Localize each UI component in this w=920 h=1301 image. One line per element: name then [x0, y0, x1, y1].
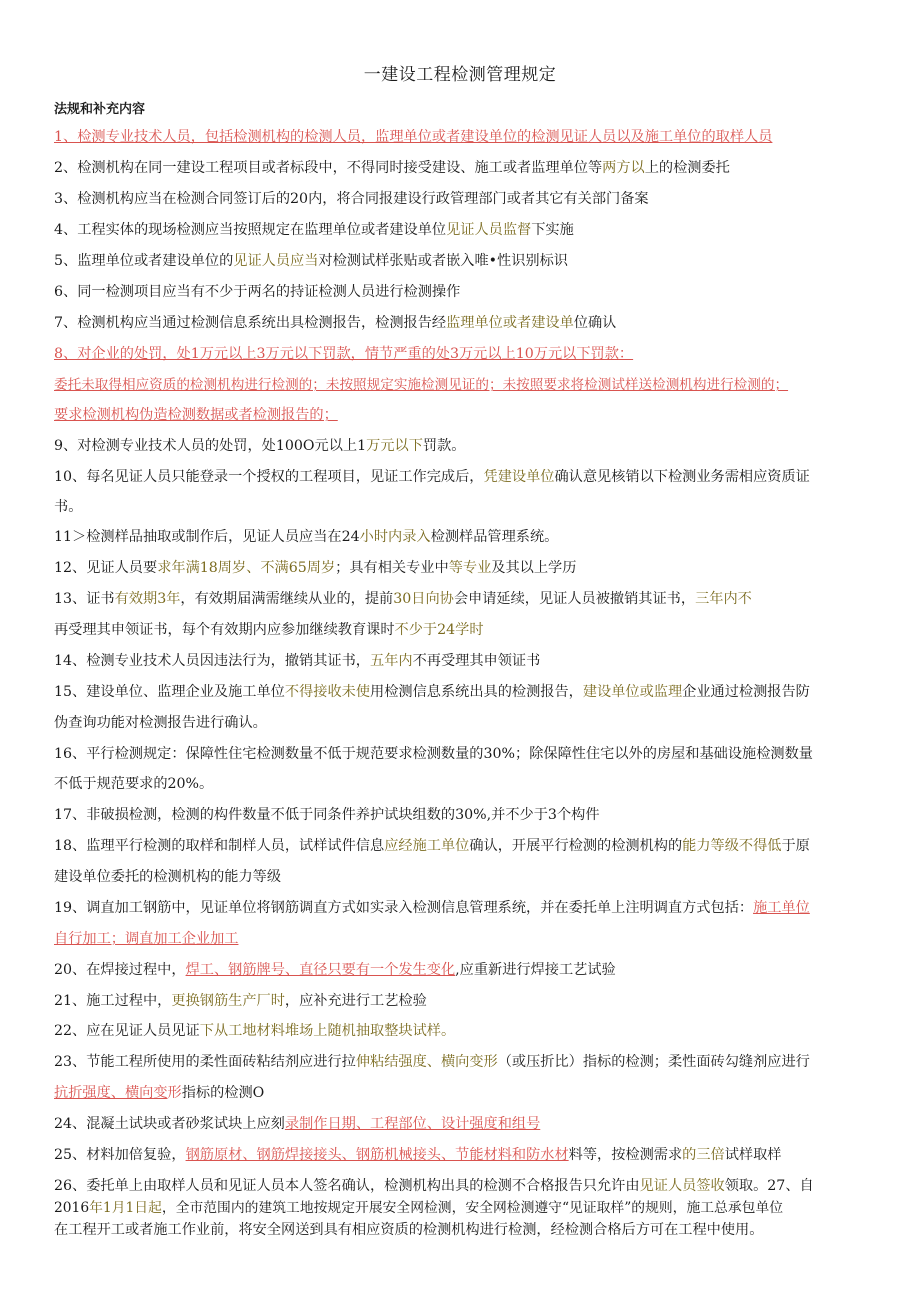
item-23-line-2: 抗折强度、横向变形指标的检测O: [54, 1085, 265, 1101]
item-8-line-2: 委托未取得相应资质的检测机构进行检测的；未按照规定实施检测见证的；未按照要求将检测试样送检测机构进行检测的；: [54, 377, 789, 393]
item-26-line-3: 在工程开工或者施工作业前，将安全网送到具有相应资质的检测机构进行检测，经检测合格后方可在工程中使用。: [54, 1222, 764, 1238]
item-26-line-2: 2016年1月1日起，全市范围内的建筑工地按规定开展安全网检测，安全网检测遵守“见证取样”的规则，施工总承包单位: [54, 1200, 784, 1216]
item-13-line-1: 13、证书有效期3年，有效期届满需继续从业的，提前30日向协会申请延续，见证人员被撤销其证书，三年内不: [54, 591, 752, 607]
item-8-line-3: 要求检测机构伪造检测数据或者检测报告的；: [54, 407, 338, 423]
item-25: 25、材料加倍复验，钢筋原材、钢筋焊接接头、钢筋机械接头、节能材料和防水材料等，按检测需求的三倍试样取样: [54, 1147, 782, 1163]
item-19-line-1: 19、调直加工钢筋中，见证单位将钢筋调直方式如实录入检测信息管理系统，并在委托单上注明调直方式包括：施工单位: [54, 900, 810, 916]
item-21: 21、施工过程中，更换钢筋生产厂时，应补充进行工艺检验: [54, 993, 427, 1009]
item-19-line-2: 自行加工；调直加工企业加工: [54, 931, 239, 947]
item-8-line-1: 8、对企业的处罚，处1万元以上3万元以下罚款，情节严重的处3万元以上10万元以下罚款：: [54, 346, 634, 362]
item-24: 24、混凝土试块或者砂浆试块上应刻录制作日期、工程部位、设计强度和组号: [54, 1116, 541, 1132]
item-5: 5、监理单位或者建设单位的见证人员应当对检测试样张贴或者嵌入唯•性识别标识: [54, 253, 568, 269]
item-16-line-2: 不低于规范要求的20%。: [54, 776, 214, 792]
item-16-line-1: 16、平行检测规定：保障性住宅检测数量不低于规范要求检测数量的30%；除保障性住宅以外的房屋和基础设施检测数量: [54, 746, 813, 762]
item-13-line-2: 再受理其申领证书，每个有效期内应参加继续教育课时不少于24学时: [54, 622, 484, 638]
item-12: 12、见证人员要求年满18周岁、不满65周岁；具有相关专业中等专业及其以上学历: [54, 560, 577, 576]
item-15-line-1: 15、建设单位、监理企业及施工单位不得接收未使用检测信息系统出具的检测报告，建设单位或监理企业通过检测报告防: [54, 684, 810, 700]
item-18-line-2: 建设单位委托的检测机构的能力等级: [54, 869, 282, 885]
item-7: 7、检测机构应当通过检测信息系统出具检测报告，检测报告经监理单位或者建设单位确认: [54, 315, 617, 331]
item-17: 17、非破损检测，检测的构件数量不低于同条件养护试块组数的30%,并不少于3个构件: [54, 807, 600, 823]
item-9: 9、对检测专业技术人员的处罚，处100O元以上1万元以下罚款。: [54, 438, 466, 454]
item-20: 20、在焊接过程中，焊工、钢筋牌号、直径只要有一个发生变化,应重新进行焊接工艺试验: [54, 962, 616, 978]
page-title: 一建设工程检测管理规定: [363, 65, 557, 85]
item-4: 4、工程实体的现场检测应当按照规定在监理单位或者建设单位见证人员监督下实施: [54, 222, 574, 238]
item-10-line-2: 书。: [54, 499, 83, 515]
item-2: 2、检测机构在同一建设工程项目或者标段中，不得同时接受建设、施工或者监理单位等两方以上的检测委托: [54, 160, 730, 176]
item-11: 11＞检测样品抽取或制作后，见证人员应当在24小时内录入检测样品管理系统。: [54, 529, 559, 545]
item-23-line-1: 23、节能工程所使用的柔性面砖粘结剂应进行拉伸粘结强度、横向变形（或压折比）指标的检测；柔性面砖勾缝剂应进行: [54, 1054, 810, 1070]
item-22: 22、应在见证人员见证下从工地材料堆场上随机抽取整块试样。: [54, 1023, 456, 1039]
item-1: 1、检测专业技术人员，包括检测机构的检测人员，监理单位或者建设单位的检测见证人员以及施工单位的取样人员: [54, 129, 773, 145]
item-26-line-1: 26、委托单上由取样人员和见证人员本人签名确认，检测机构出具的检测不合格报告只允许由见证人员签收领取。27、自: [54, 1178, 814, 1194]
item-14: 14、检测专业技术人员因违法行为，撤销其证书，五年内不再受理其申领证书: [54, 653, 541, 669]
item-3: 3、检测机构应当在检测合同签订后的20内，将合同报建设行政管理部门或者其它有关部门备案: [54, 191, 649, 207]
item-6: 6、同一检测项目应当有不少于两名的持证检测人员进行检测操作: [54, 284, 461, 300]
item-18-line-1: 18、监理平行检测的取样和制样人员，试样试件信息应经施工单位确认，开展平行检测的检测机构的能力等级不得低于原: [54, 838, 810, 854]
item-15-line-2: 伪查询功能对检测报告进行确认。: [54, 715, 267, 731]
item-10-line-1: 10、每名见证人员只能登录一个授权的工程项目，见证工作完成后，凭建设单位确认意见核销以下检测业务需相应资质证: [54, 469, 810, 485]
section-subtitle: 法规和补充内容: [54, 102, 146, 117]
